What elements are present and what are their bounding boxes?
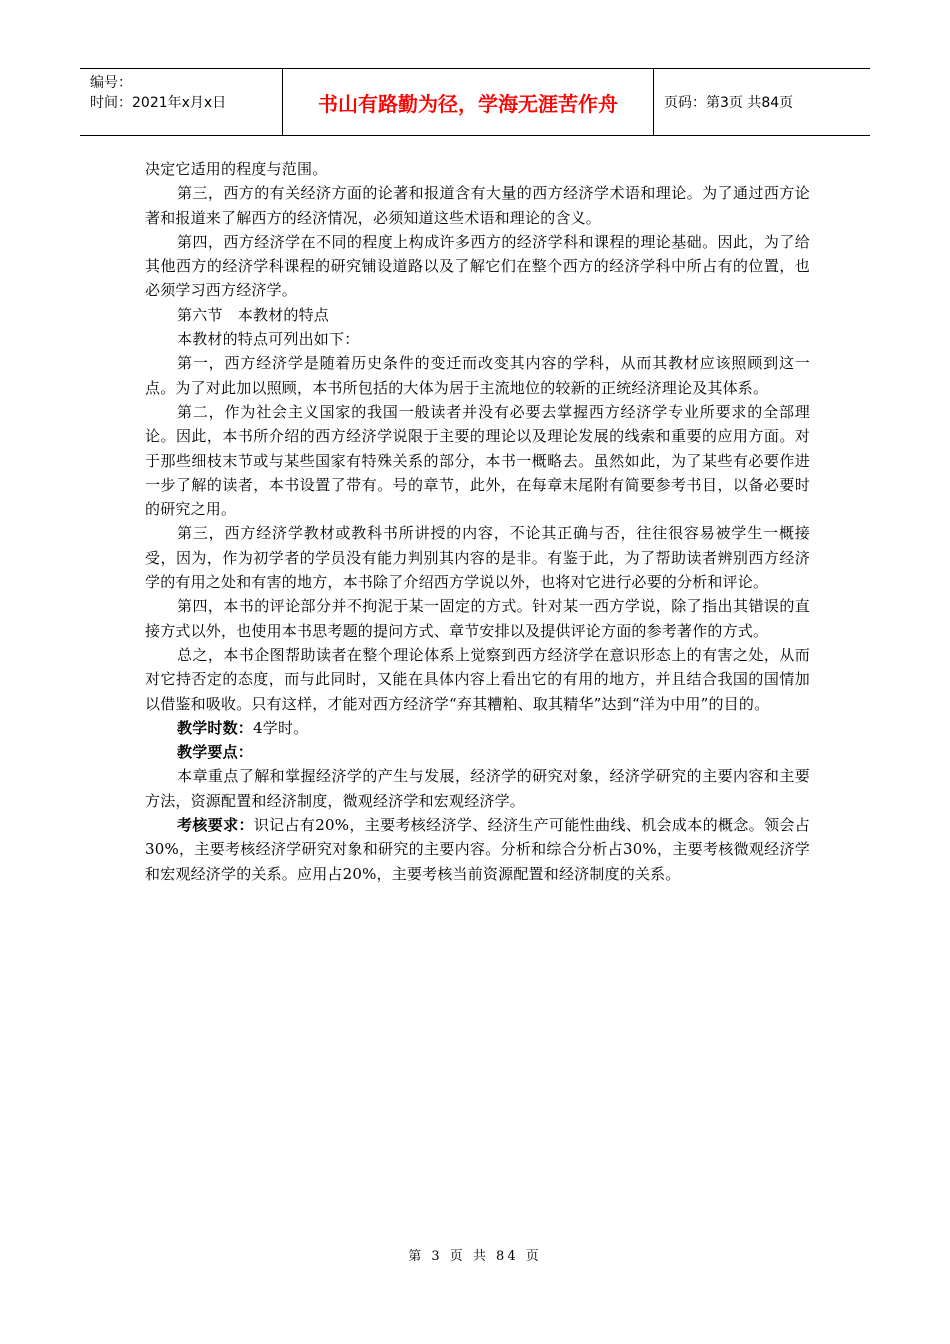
paragraph: 第四，本书的评论部分并不拘泥于某一固定的方式。针对某一西方学说，除了指出其错误的直接方式以外，也使用本书思考题的提问方式、章节安排以及提供评论方面的参考著作的方式。 xyxy=(145,597,810,640)
header-left xyxy=(80,69,282,135)
teaching-hours-value: 4学时。 xyxy=(253,718,309,737)
date-label: 时间：2021年x月x日 xyxy=(90,95,227,111)
key-points-label: 教学要点： xyxy=(177,743,254,762)
page-footer: 第 3 页 共 84 页 xyxy=(408,1249,542,1264)
paragraph: 第一，西方经济学是随着历史条件的变迁而改变其内容的学科，从而其教材应该照顾到这一点。为了对此加以照顾，本书所包括的大体为居于主流地位的较新的正统经济理论及其体系。 xyxy=(145,354,810,397)
paragraph: 决定它适用的程度与范围。 xyxy=(145,160,328,178)
paragraph: 第二，作为社会主义国家的我国一般读者并没有必要去掌握西方经济学专业所要求的全部理论。因此，本书所介绍的西方经济学说限于主要的理论以及理论发展的线索和重要的应用方面。对于那些细枝末节或与某些国家有特殊关系的部分，本书一概略去。虽然如此，为了某些有必要作进一步了解的读者，本书设置了带有。号的章节，此外，在每章末尾附有简要参考书目，以备必要时的研究之用。 xyxy=(145,402,810,519)
document-body xyxy=(145,157,810,886)
paragraph: 第三，西方的有关经济方面的论著和报道含有大量的西方经济学术语和理论。为了通过西方论著和报道来了解西方的经济情况，必须知道这些术语和理论的含义。 xyxy=(145,184,810,227)
assessment-text: 识记占有20%，主要考核经济学、经济生产可能性曲线、机会成本的概念。领会占30%，主要考核经济学研究对象和研究的主要内容。分析和综合分析占30%，主要考核微观经济学和宏观经济学的关系。应用占20%，主要考核当前资源配置和经济制度的关系。 xyxy=(145,816,810,883)
assessment-label: 考核要求： xyxy=(177,816,254,835)
paragraph: 总之，本书企图帮助读者在整个理论体系上觉察到西方经济学在意识形态上的有害之处，从而对它持否定的态度，而与此同时，又能在具体内容上看出它的有用的地方，并且结合我国的国情加以借鉴和吸收。只有这样，才能对西方经济学“弃其糟粕、取其精华”达到“洋为中用”的目的。 xyxy=(145,645,810,713)
page-header xyxy=(80,68,870,136)
paragraph: 第三，西方经济学教材或教科书所讲授的内容，不论其正确与否，往往很容易被学生一概接受，因为，作为初学者的学员没有能力判别其内容的是非。有鉴于此，为了帮助读者辨别西方经济学的有用之处和有害的地方，本书除了介绍西方学说以外，也将对它进行必要的分析和评论。 xyxy=(145,524,810,592)
teaching-hours-label: 教学时数： xyxy=(177,718,254,737)
paragraph: 第四，西方经济学在不同的程度上构成许多西方的经济学科和课程的理论基础。因此，为了给其他西方的经济学科课程的研究铺设道路以及了解它们在整个西方的经济学科中所占有的位置，也必须学习西方经济学。 xyxy=(145,232,810,300)
paragraph: 本教材的特点可列出如下： xyxy=(177,330,360,349)
header-page-label: 页码：第3页 共84页 xyxy=(664,95,794,111)
key-points-text: 本章重点了解和掌握经济学的产生与发展，经济学的研究对象，经济学研究的主要内容和主要方法，资源配置和经济制度，微观经济学和宏观经济学。 xyxy=(145,767,810,810)
assessment xyxy=(145,813,810,886)
header-motto: 书山有路勤为径，学海无涯苦作舟 xyxy=(282,69,654,135)
teaching-hours xyxy=(145,716,810,740)
number-label: 编号： xyxy=(90,75,132,91)
section-heading: 第六节 本教材的特点 xyxy=(177,305,330,324)
